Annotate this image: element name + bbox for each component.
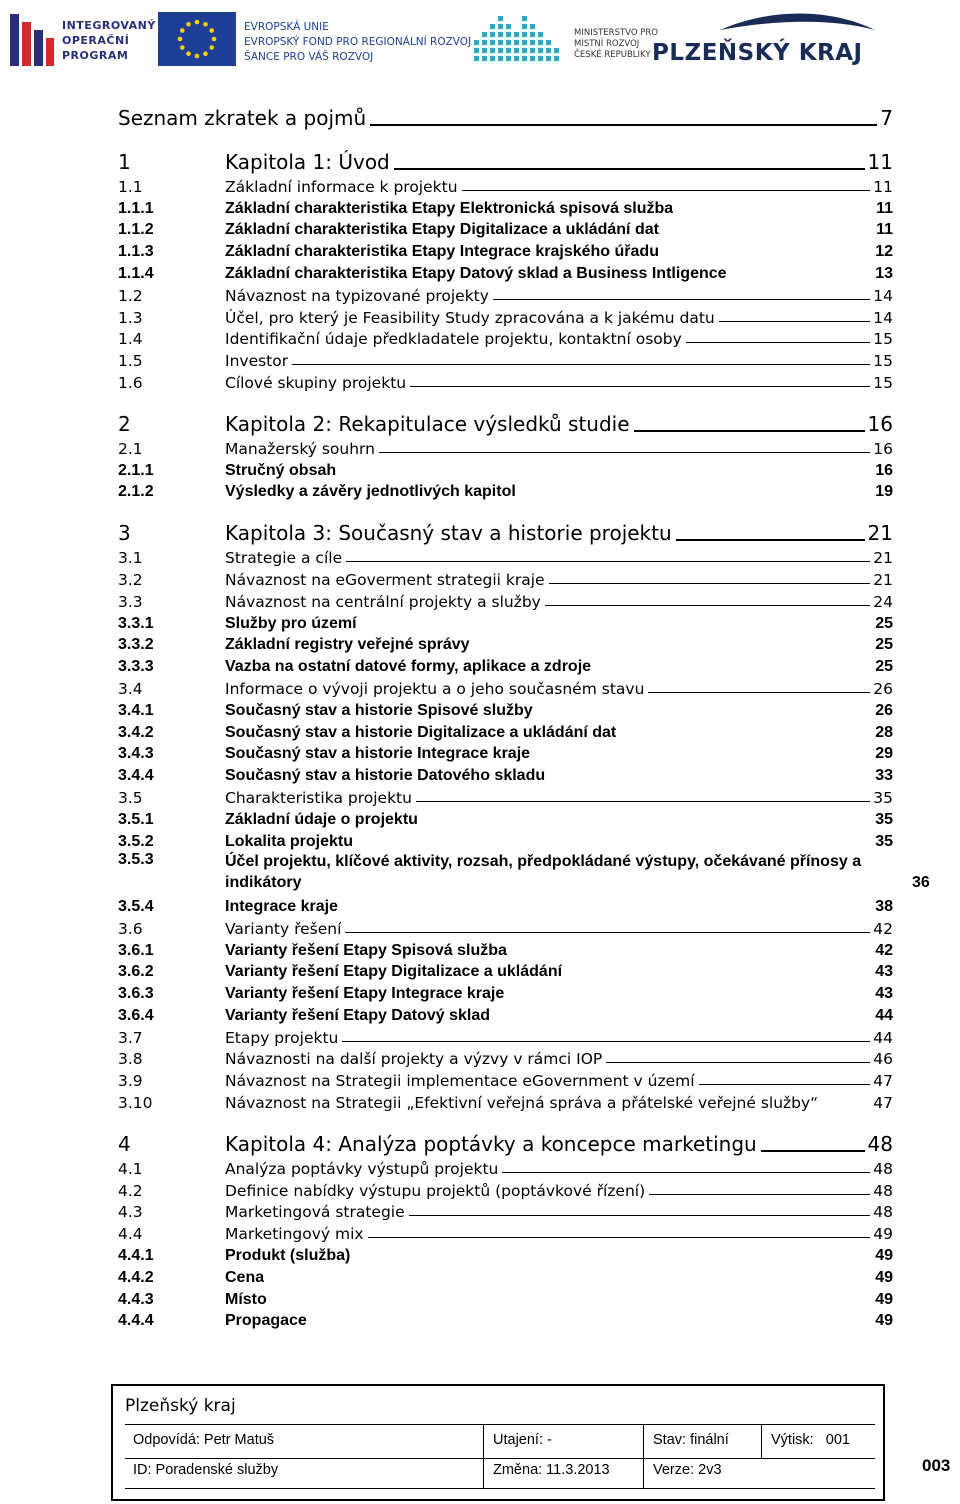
toc-chapter[interactable] bbox=[118, 144, 893, 174]
toc-title: Návaznost na centrální projekty a služby bbox=[225, 592, 541, 611]
toc-number: 4.4.4 bbox=[118, 1312, 154, 1330]
toc-number: 3.6.3 bbox=[118, 985, 154, 1003]
toc-title: Stručný obsah bbox=[225, 461, 337, 479]
mmr-logo-line: MINISTERSTVO PRO bbox=[574, 28, 658, 38]
toc-leader bbox=[606, 1062, 870, 1063]
toc-title: Současný stav a historie Spisové služby bbox=[225, 701, 533, 719]
toc-entry[interactable] bbox=[118, 261, 893, 283]
toc-title: Marketingová strategie bbox=[225, 1203, 405, 1222]
toc-page: 44 bbox=[875, 1006, 893, 1024]
toc-number: 4 bbox=[118, 1132, 131, 1157]
toc-title: Propagace bbox=[225, 1312, 307, 1330]
toc-entry[interactable] bbox=[118, 676, 893, 698]
toc-title: Základní charakteristika Etapy Digitalizace a ukládání dat bbox=[225, 221, 659, 239]
toc-number: 3.4.2 bbox=[118, 723, 154, 741]
toc-entry[interactable] bbox=[118, 370, 893, 392]
toc-title: Návaznost na typizované projekty bbox=[225, 286, 489, 305]
toc-page: 11 bbox=[876, 221, 893, 239]
footer-divider bbox=[125, 1458, 875, 1459]
toc-number: 3.3.2 bbox=[118, 636, 154, 654]
toc-leader bbox=[761, 1150, 865, 1152]
toc-number: 3.4 bbox=[118, 679, 143, 698]
toc-page: 48 bbox=[873, 1181, 893, 1200]
toc-number: 1.1 bbox=[118, 177, 143, 196]
toc-number: 4.3 bbox=[118, 1203, 143, 1222]
footer-change: Změna: 11.3.2013 bbox=[493, 1462, 610, 1478]
toc-number: 3.2 bbox=[118, 570, 143, 589]
toc-page: 48 bbox=[873, 1159, 893, 1178]
toc-leader bbox=[416, 801, 870, 802]
toc-page: 35 bbox=[875, 832, 893, 850]
toc-page: 46 bbox=[873, 1050, 893, 1069]
toc-number: 2.1.1 bbox=[118, 461, 154, 479]
toc-page: 21 bbox=[867, 521, 893, 546]
toc-title: Produkt (služba) bbox=[225, 1247, 351, 1265]
toc-number: 1.5 bbox=[118, 352, 143, 371]
toc-number: 3.5.2 bbox=[118, 832, 154, 850]
toc-entry[interactable] bbox=[118, 1068, 893, 1090]
toc-entry[interactable] bbox=[118, 1178, 893, 1200]
toc-title: Cílové skupiny projektu bbox=[225, 373, 407, 392]
toc-title: Současný stav a historie Integrace kraje bbox=[225, 745, 531, 763]
toc-leader bbox=[649, 1194, 870, 1195]
toc-title: Integrace kraje bbox=[225, 897, 338, 915]
toc-number: 1.2 bbox=[118, 286, 143, 305]
toc-number: 3.4.1 bbox=[118, 701, 154, 719]
toc-title: Seznam zkratek a pojmů bbox=[118, 106, 367, 130]
footer-divider bbox=[125, 1424, 875, 1425]
toc-title: Analýza poptávky výstupů projektu bbox=[225, 1159, 499, 1178]
toc-number: 2.1 bbox=[118, 439, 143, 458]
toc-page: 16 bbox=[873, 439, 893, 458]
toc-page: 49 bbox=[875, 1312, 893, 1330]
toc-entry[interactable] bbox=[118, 174, 893, 196]
toc-page: 48 bbox=[867, 1132, 893, 1157]
toc-page: 11 bbox=[867, 150, 893, 174]
toc-number: 3.5.1 bbox=[118, 810, 154, 828]
toc-entry[interactable] bbox=[118, 829, 893, 851]
toc-page: 15 bbox=[873, 330, 893, 349]
toc-page: 29 bbox=[875, 745, 893, 763]
page-number: 003 bbox=[922, 1456, 951, 1475]
toc-entry[interactable] bbox=[118, 1309, 893, 1331]
toc-number: 3.6.1 bbox=[118, 941, 154, 959]
toc-page: 16 bbox=[875, 461, 893, 479]
toc-number: 1.1.3 bbox=[118, 243, 154, 261]
toc-title: Varianty řešení Etapy Datový sklad bbox=[225, 1006, 491, 1024]
toc-page: 12 bbox=[875, 243, 893, 261]
toc-page: 49 bbox=[875, 1268, 893, 1286]
toc-title: Manažerský souhrn bbox=[225, 439, 375, 458]
toc-number: 3.3.1 bbox=[118, 614, 154, 632]
toc-number: 3 bbox=[118, 521, 131, 546]
toc-entry[interactable] bbox=[118, 283, 893, 305]
document-footer bbox=[111, 1384, 885, 1501]
toc-page: 15 bbox=[873, 352, 893, 371]
toc-page: 36 bbox=[912, 874, 930, 892]
toc-entry[interactable] bbox=[118, 436, 893, 458]
toc-leader bbox=[634, 430, 865, 432]
toc-leader bbox=[379, 452, 870, 453]
toc-number: 3.8 bbox=[118, 1050, 143, 1069]
footer-divider bbox=[761, 1424, 762, 1458]
toc-number: 2 bbox=[118, 411, 131, 436]
eu-logo-line: EVROPSKÁ UNIE bbox=[244, 21, 329, 33]
toc-title: Charakteristika projektu bbox=[225, 788, 412, 807]
toc-leader bbox=[342, 1041, 870, 1042]
toc-page: 13 bbox=[875, 264, 893, 282]
toc-title: Výsledky a závěry jednotlivých kapitol bbox=[225, 483, 516, 501]
toc-number: 3.7 bbox=[118, 1028, 143, 1047]
toc-number: 3.5.3 bbox=[118, 850, 154, 868]
footer-copy: Výtisk: 001 bbox=[771, 1432, 850, 1448]
toc-number: 3.4.4 bbox=[118, 767, 154, 785]
toc-number: 4.4.1 bbox=[118, 1247, 154, 1265]
toc-entry[interactable] bbox=[118, 567, 893, 589]
toc-entry[interactable] bbox=[118, 1047, 893, 1069]
toc-title: Varianty řešení Etapy Spisová služba bbox=[225, 941, 507, 959]
toc-number: 2.1.2 bbox=[118, 483, 154, 501]
toc-page: 26 bbox=[875, 701, 893, 719]
iop-logo-line: PROGRAM bbox=[62, 49, 129, 62]
toc-entry[interactable] bbox=[118, 633, 893, 655]
toc-entry[interactable] bbox=[118, 1287, 893, 1309]
footer-id: ID: Poradenské služby bbox=[133, 1462, 279, 1478]
toc-title: Investor bbox=[225, 352, 289, 371]
toc-chapter[interactable] bbox=[118, 406, 893, 436]
toc-page: 44 bbox=[873, 1028, 893, 1047]
toc-entry[interactable] bbox=[118, 611, 893, 633]
toc-title: Marketingový mix bbox=[225, 1225, 364, 1244]
mmr-logo-line: MÍSTNÍ ROZVOJ bbox=[574, 39, 640, 49]
toc-number: 3.6 bbox=[118, 919, 143, 938]
toc-page: 49 bbox=[873, 1225, 893, 1244]
toc-entry[interactable] bbox=[118, 589, 893, 611]
toc-title: Základní údaje o projektu bbox=[225, 810, 418, 828]
toc-entry[interactable] bbox=[118, 1156, 893, 1178]
iop-logo-text bbox=[62, 18, 156, 63]
toc-title: Základní charakteristika Etapy Integrace krajského úřadu bbox=[225, 243, 659, 261]
footer-responsible: Odpovídá: Petr Matuš bbox=[133, 1432, 275, 1448]
footer-version: Verze: 2v3 bbox=[653, 1462, 722, 1478]
toc-title: Současný stav a historie Digitalizace a ukládání dat bbox=[225, 723, 617, 741]
toc-number: 1.6 bbox=[118, 373, 143, 392]
toc-number: 3.4.3 bbox=[118, 745, 154, 763]
toc-page: 47 bbox=[873, 1094, 893, 1113]
toc-title: Strategie a cíle bbox=[225, 549, 343, 568]
toc-number: 4.2 bbox=[118, 1181, 143, 1200]
toc-entry[interactable] bbox=[118, 1003, 893, 1025]
toc-leader bbox=[686, 342, 870, 343]
toc-page: 24 bbox=[873, 592, 893, 611]
iop-logo bbox=[8, 12, 156, 68]
footer-divider bbox=[643, 1424, 644, 1488]
toc-leader bbox=[292, 364, 870, 365]
toc-title: Identifikační údaje předkladatele projektu, kontaktní osoby bbox=[225, 330, 682, 349]
toc-number: 1.1.1 bbox=[118, 199, 154, 217]
toc-title: Kapitola 4: Analýza poptávky a koncepce marketingu bbox=[225, 1132, 757, 1157]
toc-leader bbox=[346, 561, 870, 562]
footer-divider bbox=[125, 1488, 875, 1489]
toc-title: Místo bbox=[225, 1290, 267, 1308]
toc-entry[interactable] bbox=[118, 1265, 893, 1287]
toc-title: Návaznost na eGoverment strategii kraje bbox=[225, 570, 545, 589]
toc-page: 14 bbox=[873, 308, 893, 327]
toc-leader bbox=[409, 1215, 871, 1216]
toc-page: 35 bbox=[873, 788, 893, 807]
toc-entry[interactable] bbox=[118, 850, 930, 895]
toc-title: Účel projektu, klíčové aktivity, rozsah, předpokládané výstupy, očekávané přínosy a indikátory bbox=[225, 852, 862, 892]
toc-page: 49 bbox=[875, 1247, 893, 1265]
toc-title: Účel, pro který je Feasibility Study zpracována a k jakému datu bbox=[225, 308, 715, 327]
toc-title: Základní informace k projektu bbox=[225, 177, 458, 196]
toc-title: Služby pro území bbox=[225, 614, 357, 632]
toc-page: 21 bbox=[873, 570, 893, 589]
toc-leader bbox=[345, 932, 870, 933]
toc-number: 3.6.2 bbox=[118, 963, 154, 981]
toc-entry[interactable] bbox=[118, 938, 893, 960]
toc-entry[interactable] bbox=[118, 763, 893, 785]
toc-entry[interactable] bbox=[118, 1221, 893, 1243]
toc-title: Návaznost na Strategii „Efektivní veřejná správa a přátelské veřejné služby“ bbox=[225, 1094, 819, 1113]
toc-page: 21 bbox=[873, 549, 893, 568]
eu-logo-line: ŠANCE PRO VÁŠ ROZVOJ bbox=[244, 51, 374, 63]
toc-page: 33 bbox=[875, 767, 893, 785]
toc-page: 16 bbox=[867, 411, 893, 436]
toc-number: 4.4 bbox=[118, 1225, 143, 1244]
toc-title: Etapy projektu bbox=[225, 1028, 339, 1047]
toc-leader bbox=[368, 1237, 871, 1238]
iop-logo-line: OPERAČNÍ bbox=[62, 34, 130, 47]
toc-title: Cena bbox=[225, 1268, 265, 1286]
toc-entry[interactable] bbox=[118, 545, 893, 567]
toc-leader bbox=[410, 386, 870, 387]
toc-entry[interactable] bbox=[118, 1200, 893, 1222]
toc-entry[interactable] bbox=[118, 785, 893, 807]
eu-logo-text bbox=[244, 20, 471, 65]
toc-page: 7 bbox=[880, 106, 893, 130]
toc-page: 19 bbox=[875, 483, 893, 501]
toc-entry[interactable] bbox=[118, 654, 893, 676]
toc-page: 35 bbox=[875, 810, 893, 828]
toc-number: 1.1.4 bbox=[118, 264, 154, 282]
toc-page: 42 bbox=[873, 919, 893, 938]
toc-entry[interactable] bbox=[118, 698, 893, 720]
toc-page: 14 bbox=[873, 286, 893, 305]
toc-number: 1 bbox=[118, 150, 131, 174]
toc-page: 43 bbox=[875, 985, 893, 1003]
toc-page: 26 bbox=[873, 679, 893, 698]
toc-entry[interactable] bbox=[118, 742, 893, 764]
toc-title: Současný stav a historie Datového skladu bbox=[225, 767, 546, 785]
footer-organization: Plzeňský kraj bbox=[125, 1396, 236, 1416]
toc-entry-abbreviations[interactable] bbox=[118, 100, 893, 130]
toc-leader bbox=[370, 124, 877, 126]
toc-page: 11 bbox=[876, 199, 893, 217]
toc-page: 43 bbox=[875, 963, 893, 981]
toc-number: 4.4.2 bbox=[118, 1268, 154, 1286]
toc-leader bbox=[493, 299, 870, 300]
toc-chapter[interactable] bbox=[118, 1126, 893, 1156]
toc-page: 28 bbox=[875, 723, 893, 741]
toc-number: 1.3 bbox=[118, 308, 143, 327]
toc-page: 49 bbox=[875, 1290, 893, 1308]
page-header bbox=[0, 0, 960, 80]
toc-title: Základní charakteristika Etapy Elektronická spisová služba bbox=[225, 199, 674, 217]
toc-entry[interactable] bbox=[118, 981, 893, 1003]
mmr-logo-text bbox=[574, 28, 658, 61]
table-of-contents bbox=[118, 100, 930, 1330]
toc-page: 25 bbox=[875, 636, 893, 654]
mmr-logo-line: ČESKÉ REPUBLIKY bbox=[574, 50, 651, 60]
toc-entry[interactable] bbox=[118, 1090, 893, 1112]
toc-title: Kapitola 2: Rekapitulace výsledků studie bbox=[225, 411, 630, 436]
toc-number: 3.5.4 bbox=[118, 897, 154, 915]
toc-leader bbox=[549, 583, 871, 584]
toc-title: Základní charakteristika Etapy Datový sklad a Business Intligence bbox=[225, 264, 727, 282]
toc-title: Návaznost na Strategii implementace eGovernment v území bbox=[225, 1072, 695, 1091]
toc-title: Informace o vývoji projektu a o jeho současném stavu bbox=[225, 679, 645, 698]
toc-entry[interactable] bbox=[118, 196, 893, 218]
toc-entry[interactable] bbox=[118, 1243, 893, 1265]
toc-entry[interactable] bbox=[118, 480, 893, 502]
toc-entry[interactable] bbox=[118, 239, 893, 261]
toc-number: 3.3.3 bbox=[118, 658, 154, 676]
toc-entry[interactable] bbox=[118, 1025, 893, 1047]
toc-entry[interactable] bbox=[118, 458, 893, 480]
toc-title: Definice nabídky výstupu projektů (poptávkové řízení) bbox=[225, 1181, 646, 1200]
toc-page: 48 bbox=[873, 1203, 893, 1222]
toc-number: 3.1 bbox=[118, 549, 143, 568]
iop-emblem-icon bbox=[8, 12, 56, 68]
toc-entry[interactable] bbox=[118, 807, 893, 829]
toc-entry[interactable] bbox=[118, 960, 893, 982]
eu-logo-line: EVROPSKÝ FOND PRO REGIONÁLNÍ ROZVOJ bbox=[244, 36, 472, 48]
toc-number: 1.4 bbox=[118, 330, 143, 349]
toc-title: Varianty řešení Etapy Digitalizace a ukládání bbox=[225, 963, 563, 981]
toc-leader bbox=[502, 1172, 870, 1173]
toc-entry[interactable] bbox=[118, 720, 893, 742]
footer-secrecy: Utajení: - bbox=[493, 1432, 552, 1448]
toc-leader bbox=[394, 168, 865, 170]
region-logo-text: PLZEŇSKÝ KRAJ bbox=[652, 40, 863, 66]
toc-title: Vazba na ostatní datové formy, aplikace a zdroje bbox=[225, 658, 592, 676]
toc-chapter[interactable] bbox=[118, 515, 893, 545]
toc-leader bbox=[699, 1084, 871, 1085]
toc-title: Varianty řešení Etapy Integrace kraje bbox=[225, 985, 505, 1003]
toc-leader bbox=[648, 692, 870, 693]
toc-title: Základní registry veřejné správy bbox=[225, 636, 470, 654]
toc-page: 25 bbox=[875, 614, 893, 632]
toc-entry[interactable] bbox=[118, 305, 893, 327]
toc-title: Návaznosti na další projekty a výzvy v rámci IOP bbox=[225, 1050, 603, 1069]
toc-entry[interactable] bbox=[118, 894, 893, 916]
toc-number: 3.5 bbox=[118, 788, 143, 807]
toc-title: Kapitola 3: Současný stav a historie projektu bbox=[225, 521, 672, 546]
toc-page: 15 bbox=[873, 373, 893, 392]
toc-entry[interactable] bbox=[118, 327, 893, 349]
toc-leader bbox=[545, 605, 870, 606]
toc-number: 4.4.3 bbox=[118, 1290, 154, 1308]
mmr-dots-icon bbox=[472, 10, 568, 66]
toc-entry[interactable] bbox=[118, 916, 893, 938]
footer-divider bbox=[483, 1424, 484, 1488]
toc-leader bbox=[462, 190, 871, 191]
toc-title: Lokalita projektu bbox=[225, 832, 354, 850]
toc-page: 11 bbox=[873, 177, 893, 196]
toc-title: Kapitola 1: Úvod bbox=[225, 150, 390, 174]
toc-title: Varianty řešení bbox=[225, 919, 342, 938]
toc-number: 3.10 bbox=[118, 1094, 153, 1113]
footer-status: Stav: finální bbox=[653, 1432, 729, 1448]
toc-leader bbox=[719, 321, 871, 322]
eu-flag-icon bbox=[158, 12, 236, 66]
toc-leader bbox=[676, 539, 865, 541]
toc-number: 4.1 bbox=[118, 1159, 143, 1178]
toc-page: 42 bbox=[875, 941, 893, 959]
toc-number: 1.1.2 bbox=[118, 221, 154, 239]
toc-number: 3.9 bbox=[118, 1072, 143, 1091]
toc-page: 47 bbox=[873, 1072, 893, 1091]
toc-number: 3.3 bbox=[118, 592, 143, 611]
toc-entry[interactable] bbox=[118, 348, 893, 370]
toc-page: 38 bbox=[875, 897, 893, 915]
toc-page: 25 bbox=[875, 658, 893, 676]
toc-number: 3.6.4 bbox=[118, 1006, 154, 1024]
iop-logo-line: INTEGROVANÝ bbox=[62, 19, 156, 32]
toc-entry[interactable] bbox=[118, 218, 893, 240]
